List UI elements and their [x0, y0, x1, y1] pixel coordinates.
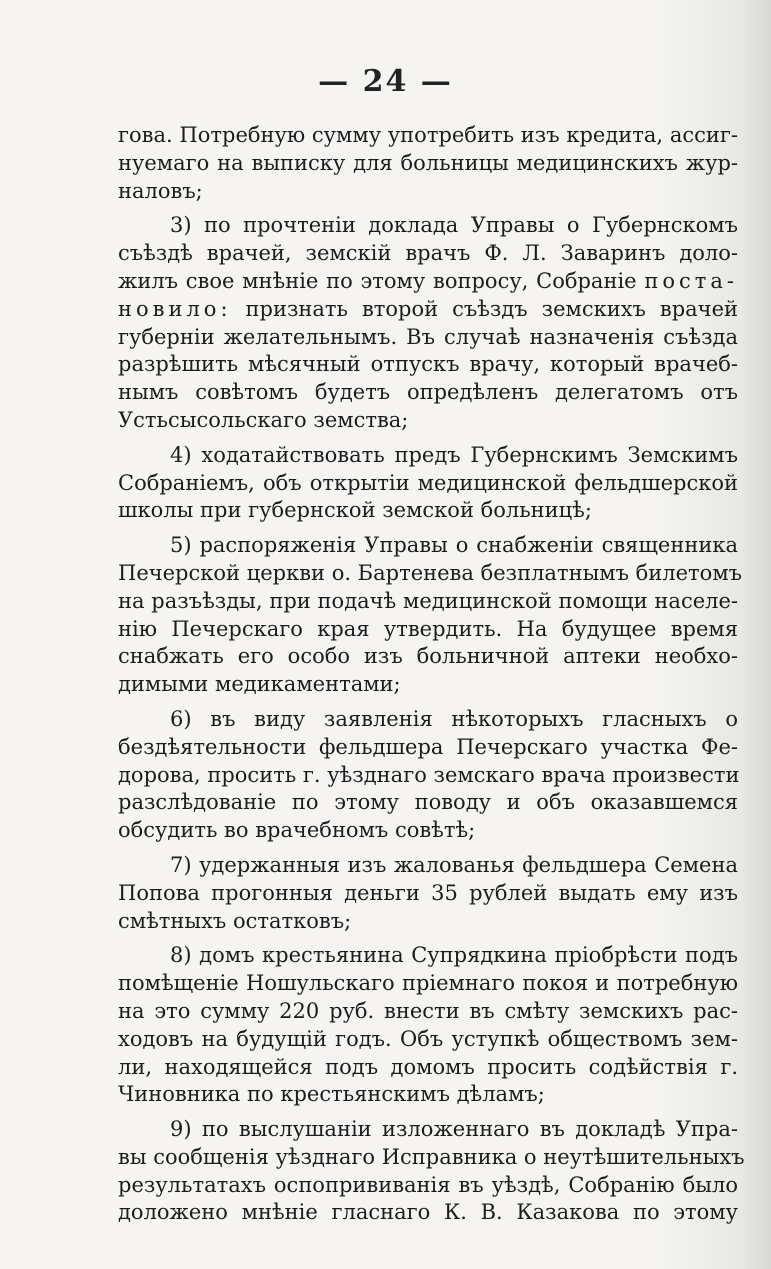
paragraph: [118, 942, 738, 1109]
text-line: разслѣдованiе по этому поводу и объ оказавшемся: [118, 790, 738, 815]
text-line: жилъ свое мнѣнiе по этому вопросу, Собранiе поста-: [118, 268, 738, 293]
text-line: Собранiемъ, объ открытiи медицинской фельдшерской: [118, 470, 738, 495]
text-line: обсудить во врачебномъ совѣтѣ;: [118, 818, 476, 843]
text-line: 5) распоряженiя Управы о снабженiи священника: [170, 533, 738, 558]
text-line: 6) въ виду заявленiя нѣкоторыхъ гласныхъ о: [170, 706, 738, 731]
text-line: нiю Печерскаго края утвердить. На будущее время: [118, 616, 738, 641]
text-line: Попова прогонныя деньги 35 рублей выдать ему изъ: [118, 880, 738, 905]
text-line: димыми медикаментами;: [118, 672, 401, 697]
text-line: нымъ совѣтомъ будетъ опредѣленъ делегатомъ отъ: [118, 380, 738, 405]
text-line: бездѣятельности фельдшера Печерскаго участка Фе-: [118, 734, 738, 759]
text-line: 9) по выслушанiи изложеннаго въ докладѣ Упра-: [170, 1117, 738, 1142]
text-line: доложено мнѣнiе гласнаго К. В. Казакова по этому: [118, 1200, 738, 1225]
text-line: ли, находящейся подъ домомъ просить содѣйствiя г.: [118, 1054, 738, 1079]
text-line: ходовъ на будущiй годъ. Объ уступкѣ обществомъ зем-: [118, 1026, 738, 1051]
text-line: 4) ходатайствовать предъ Губернскимъ Земскимъ: [170, 442, 738, 467]
text-line: вы сообщенiя уѣзднаго Исправника о неутѣшительныхъ: [118, 1144, 745, 1169]
text-line: на разъѣзды, при подачѣ медицинской помощи населе-: [118, 588, 738, 613]
text-line: Чиновника по крестьянскимъ дѣламъ;: [118, 1082, 545, 1107]
text-line: школы при губернской земской больницѣ;: [118, 498, 592, 523]
page-number: — 24 —: [318, 64, 453, 99]
text-line: помѣщенiе Ношульскаго прiемнаго покоя и потребную: [118, 971, 738, 996]
paragraph: [118, 122, 738, 205]
text-line: смѣтныхъ остатковъ;: [118, 908, 352, 933]
text-line: съѣздѣ врачей, земскiй врачъ Ф. Л. Заваринъ доло-: [118, 241, 738, 266]
paragraph: [118, 212, 738, 434]
text-line: 3) по прочтенiи доклада Управы о Губернскомъ: [170, 213, 738, 238]
spaced-word: новило:: [118, 296, 232, 321]
text-line: снабжать его особо изъ больничной аптеки необхо-: [118, 644, 738, 669]
text-line: гова. Потребную сумму употребить изъ кредита, ассиг-: [118, 123, 738, 147]
paragraph: [118, 1116, 745, 1227]
text-line: на это сумму 220 руб. внести въ смѣту земскихъ рас-: [118, 998, 738, 1023]
paragraph: [118, 706, 738, 845]
text-line: Печерской церкви о. Бартенева безплатнымъ билетомъ: [118, 560, 743, 585]
text-line: наловъ;: [118, 178, 203, 203]
text-line: 7) удержанныя изъ жалованья фельдшера Семена: [170, 852, 738, 877]
paragraph: [118, 852, 738, 935]
paragraph: [118, 532, 743, 699]
text-line: 8) домъ крестьянина Супрядкина прiобрѣсти подъ: [170, 943, 738, 968]
paragraph: [118, 442, 738, 525]
text-line: дорова, просить г. уѣзднаго земскаго врача произвести: [118, 762, 740, 787]
text-line: новило: признать второй съѣздъ земскихъ врачей: [118, 296, 738, 321]
text-line: Устьсысольскаго земства;: [118, 407, 409, 432]
text-line: результатахъ оспопрививанiя въ уѣздѣ, Собранiю было: [118, 1172, 738, 1197]
text-body: [118, 122, 745, 1227]
spaced-word: поста-: [644, 268, 738, 293]
text-line: разрѣшить мѣсячный отпускъ врачу, который врачеб-: [118, 352, 738, 377]
text-line: нуемаго на выписку для больницы медицинскихъ жур-: [118, 150, 738, 175]
text-line: губернiи желательнымъ. Въ случаѣ назначенiя съѣзда: [118, 324, 738, 349]
